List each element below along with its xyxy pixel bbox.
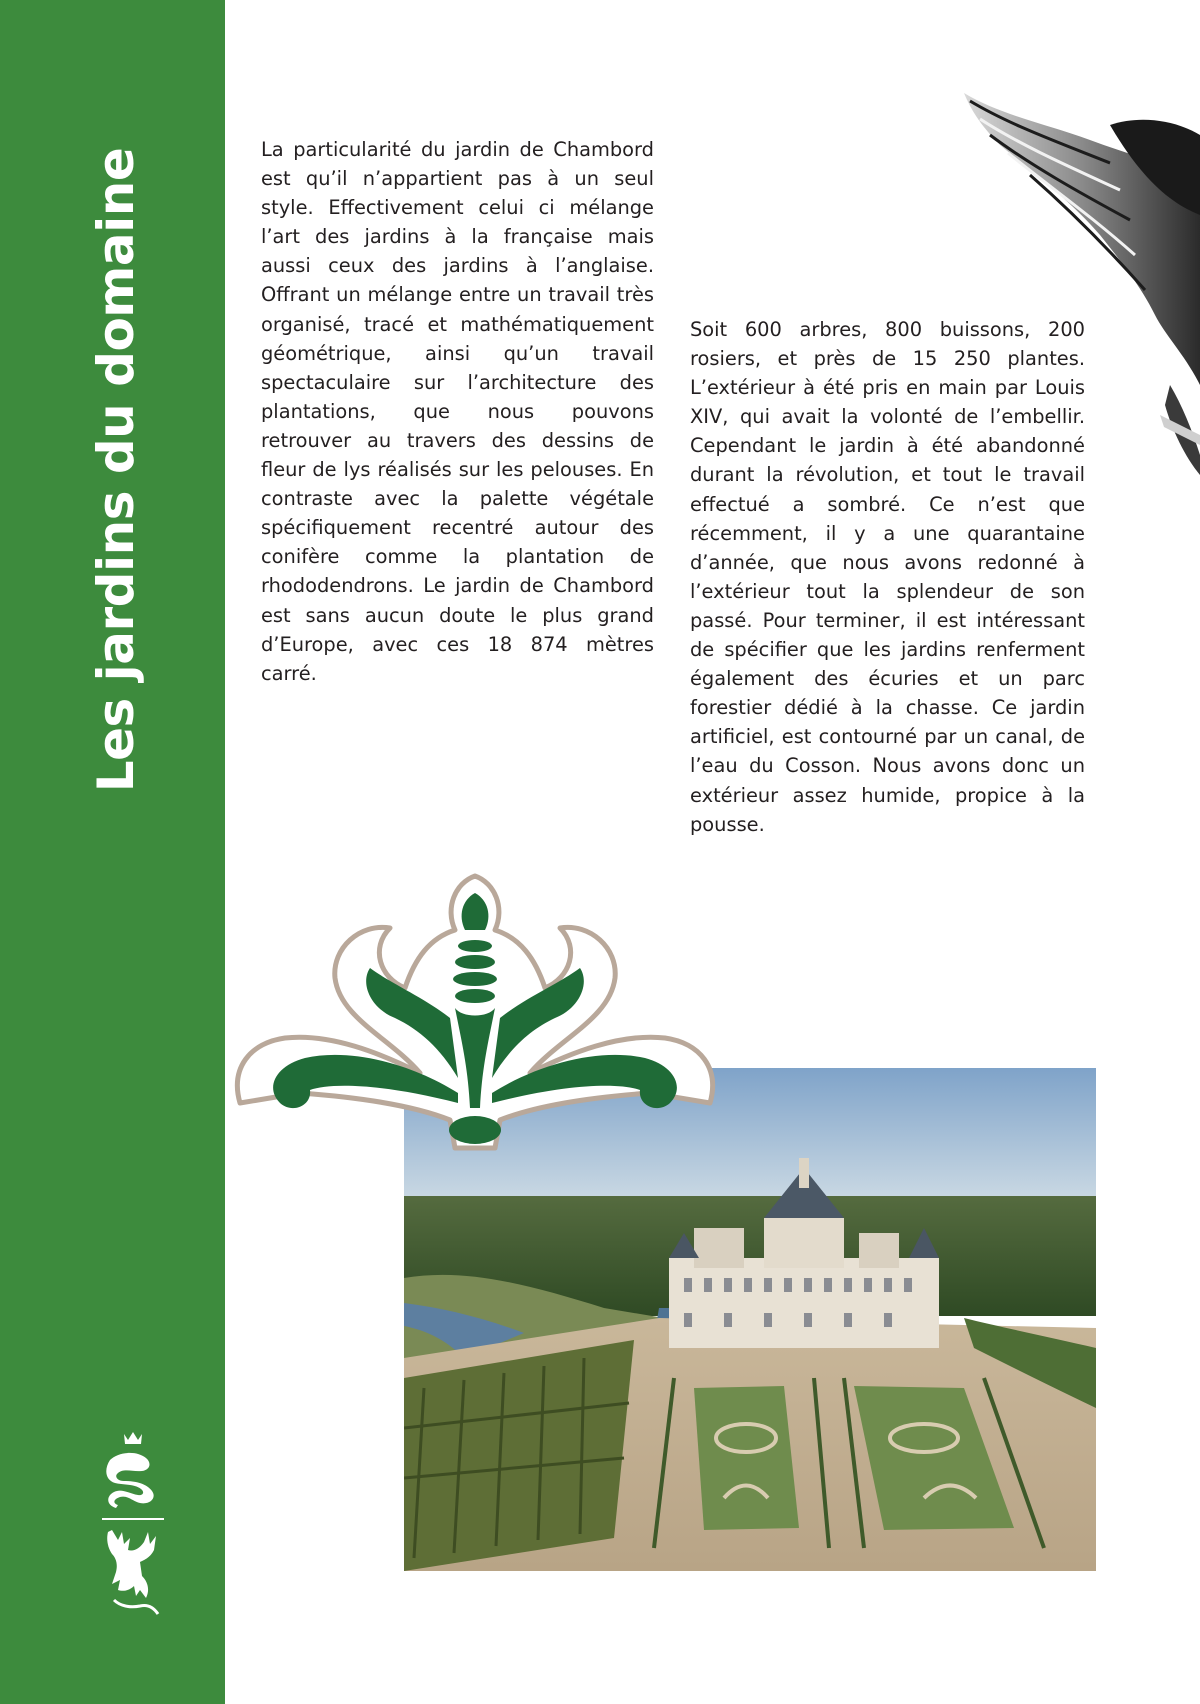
article-paragraph-right: Soit 600 arbres, 800 buissons, 200 rosiers, et près de 15 250 plantes. L’extérieur à été pris en main par Louis XIV, qui avait la volonté de l’embellir. Cependant le jardin à été abandonné durant la révolution, et tout le travail effectué a sombré. Ce n’est que récemment, il y a une quarantaine d’année, que nous avons redonné à l’extérieur tout la splendeur de son passé. Pour terminer, il est intéressant de spécifier que les jardins renferment également des écuries et un parc forestier dédié à la chasse. Ce jardin artificiel, est contourné par un canal, de l’eau du Cosson. Nous avons donc un extérieur assez humide, propice à la pousse.	[690, 318, 1085, 836]
page-title: Les jardins du domaine	[87, 147, 145, 793]
fleur-de-lys-ornament-icon	[230, 868, 765, 1153]
sidebar	[0, 0, 225, 1704]
bird-wing-icon	[960, 85, 1200, 475]
article-paragraph-left: La particularité du jardin de Chambord est qu’il n’appartient pas à un seul style. Effectivement celui ci mélange l’art des jardins à la française mais aussi ceux des jardins à l’anglaise. Offrant un mélange entre un travail très organisé, tracé et mathématiquement géométrique, ainsi qu’un travail spectaculaire sur l’architecture des plantations, que nous pouvons retrouver au travers des dessins de fleur de lys réalisés sur les pelouses. En contraste avec la palette végétale spécifiquement recentré autour des conifère comme la plantation de rhododendrons. Le jardin de Chambord est sans aucun doute le plus grand d’Europe, avec ces 18 874 mètres carré.	[261, 138, 654, 685]
chambord-salamander-emblem-icon	[98, 1430, 168, 1620]
